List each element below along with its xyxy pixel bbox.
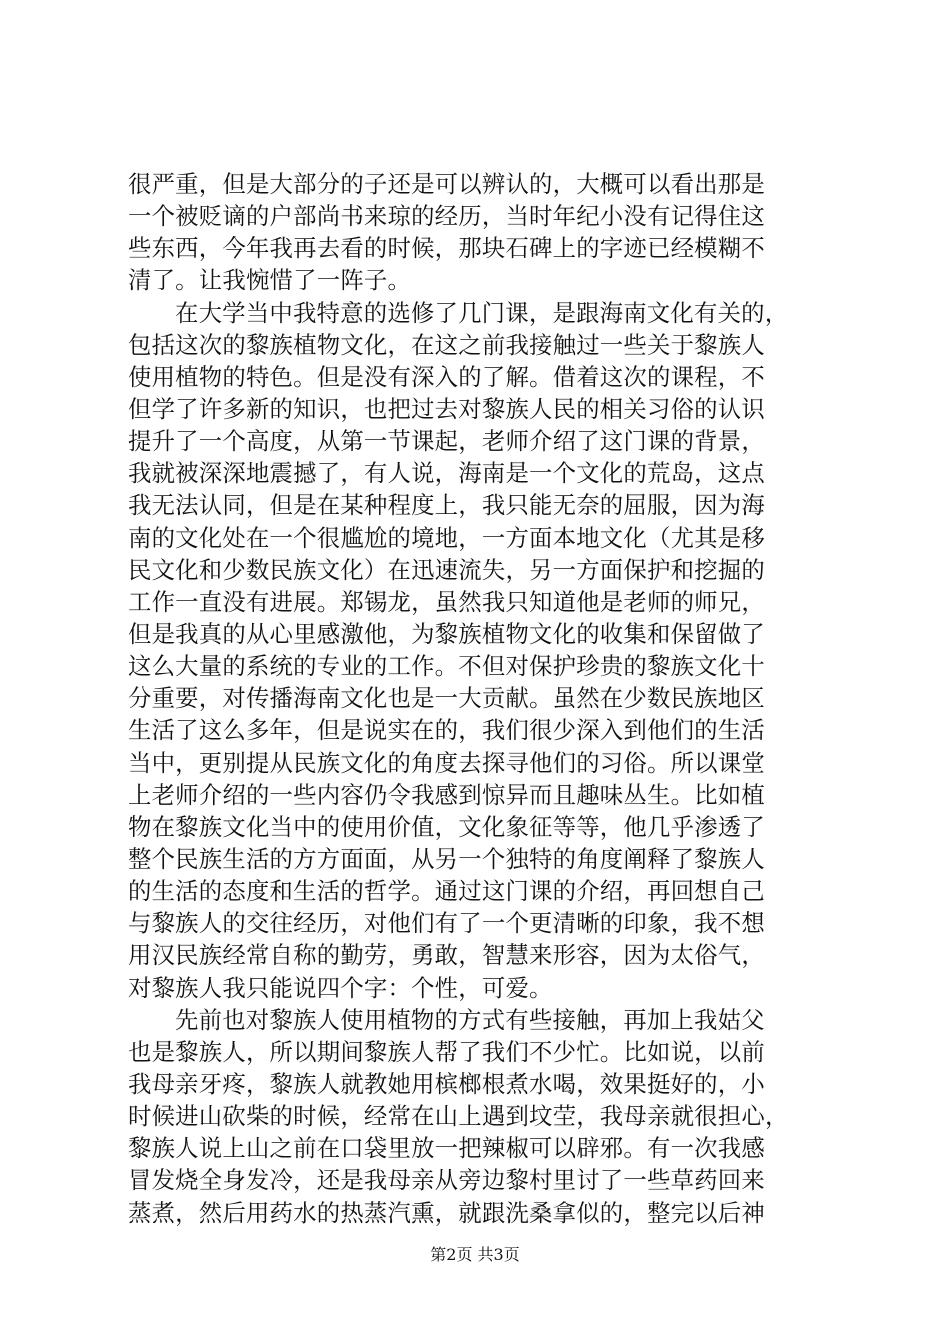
text-line: 蒸煮，然后用药水的热蒸汽熏，就跟洗桑拿似的，整完以后神: [128, 1198, 765, 1227]
text-line: 生活了这么多年，但是说实在的，我们很少深入到他们的生活: [128, 716, 765, 745]
text-line: 我无法认同，但是在某种程度上，我只能无奈的屈服，因为海: [128, 491, 765, 520]
text-line: 些东西，今年我再去看的时候，那块石碑上的字迹已经模糊不: [128, 234, 765, 263]
text-line: 的生活的态度和生活的哲学。通过这门课的介绍，再回想自己: [128, 877, 765, 906]
text-line: 我母亲牙疼，黎族人就教她用槟榔根煮水喝，效果挺好的，小: [128, 1069, 765, 1098]
text-line: 但是我真的从心里感激他，为黎族植物文化的收集和保留做了: [128, 619, 765, 648]
text-line: 我就被深深地震撼了，有人说，海南是一个文化的荒岛，这点: [128, 459, 765, 488]
body-text: [128, 168, 838, 1229]
text-line: 用汉民族经常自称的勤劳，勇敢，智慧来形容，因为太俗气，: [128, 941, 765, 970]
text-line: 分重要，对传播海南文化也是一大贡献。虽然在少数民族地区: [128, 684, 765, 713]
text-line: 但学了许多新的知识，也把过去对黎族人民的相关习俗的认识: [128, 394, 765, 423]
text-line: 民文化和少数民族文化）在迅速流失，另一方面保护和挖掘的: [128, 555, 765, 584]
text-line: 上老师介绍的一些内容仍令我感到惊异而且趣味丛生。比如植: [128, 780, 765, 809]
text-line: 一个被贬谪的户部尚书来琼的经历，当时年纪小没有记得住这: [128, 202, 765, 231]
text-line: 当中，更别提从民族文化的角度去探寻他们的习俗。所以课堂: [128, 748, 765, 777]
paragraph-start-line: 先前也对黎族人使用植物的方式有些接触，再加上我姑父: [175, 1005, 765, 1034]
text-line: 冒发烧全身发冷，还是我母亲从旁边黎村里讨了一些草药回来: [128, 1166, 765, 1195]
text-line: 与黎族人的交往经历，对他们有了一个更清晰的印象，我不想: [128, 909, 765, 938]
text-line: 提升了一个高度，从第一节课起，老师介绍了这门课的背景，: [128, 427, 765, 456]
page-number-footer: 第2页 共3页: [430, 1245, 520, 1264]
text-line: 使用植物的特色。但是没有深入的了解。借着这次的课程，不: [128, 362, 765, 391]
text-line: 清了。让我惋惜了一阵子。: [128, 266, 412, 295]
paragraph-start-line: 在大学当中我特意的选修了几门课，是跟海南文化有关的，: [175, 298, 789, 327]
text-line: 也是黎族人，所以期间黎族人帮了我们不少忙。比如说，以前: [128, 1037, 765, 1066]
text-line: 这么大量的系统的专业的工作。不但对保护珍贵的黎族文化十: [128, 652, 765, 681]
text-line: 对黎族人我只能说四个字：个性，可爱。: [128, 973, 553, 1002]
text-line: 整个民族生活的方方面面，从另一个独特的角度阐释了黎族人: [128, 844, 765, 873]
text-line: 黎族人说上山之前在口袋里放一把辣椒可以辟邪。有一次我感: [128, 1134, 765, 1163]
text-line: 物在黎族文化当中的使用价值，文化象征等等，他几乎渗透了: [128, 812, 765, 841]
text-line: 包括这次的黎族植物文化，在这之前我接触过一些关于黎族人: [128, 330, 765, 359]
text-line: 工作一直没有进展。郑锡龙，虽然我只知道他是老师的师兄，: [128, 587, 765, 616]
text-line: 南的文化处在一个很尴尬的境地，一方面本地文化（尤其是移: [128, 523, 765, 552]
text-line: 很严重，但是大部分的子还是可以辨认的，大概可以看出那是: [128, 170, 765, 198]
text-line: 时候进山砍柴的时候，经常在山上遇到坟茔，我母亲就很担心，: [128, 1102, 789, 1131]
